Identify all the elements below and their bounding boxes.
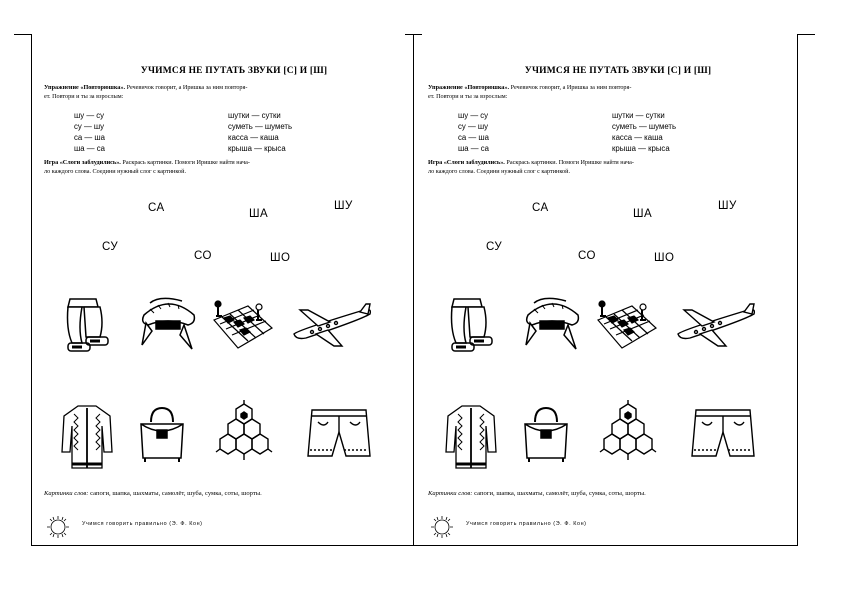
syllable-sho[interactable]: ШО: [654, 252, 675, 264]
shorts-icon[interactable]: [306, 404, 372, 464]
syllable-su[interactable]: СУ: [486, 241, 503, 253]
pair-item: крыша — крыса: [612, 144, 670, 153]
shorts-icon[interactable]: [690, 404, 756, 464]
game-label: Игра «Слоги заблудились».: [44, 159, 121, 166]
page-title: УЧИМСЯ НЕ ПУТАТЬ ЗВУКИ [С] И [Ш]: [140, 66, 328, 76]
syllable-so[interactable]: СО: [578, 250, 596, 262]
pair-item: шу — су: [458, 111, 489, 120]
honeycomb-icon[interactable]: [598, 398, 658, 466]
page-title: УЧИМСЯ НЕ ПУТАТЬ ЗВУКИ [С] И [Ш]: [524, 66, 712, 76]
honeycomb-icon[interactable]: [214, 398, 274, 466]
footer-text: Учимся говорить правильно (Э. Ф. Кон): [466, 521, 587, 527]
clue-text: сапоги, шапка, шахматы, самолёт, шуба, сумка, соты, шорты.: [88, 490, 262, 497]
syllable-so[interactable]: СО: [194, 250, 212, 262]
pair-item: суметь — шуметь: [228, 122, 293, 131]
syllable-sa[interactable]: СА: [532, 202, 549, 214]
syllable-sha[interactable]: ША: [249, 208, 269, 220]
airplane-icon[interactable]: [288, 302, 374, 350]
pair-item: суметь — шуметь: [612, 122, 677, 131]
pair-item: су — шу: [458, 122, 489, 131]
top-left-corner-mark: [14, 34, 32, 35]
clue-label: Картинки слов:: [44, 490, 89, 497]
word-pairs: [228, 110, 292, 154]
sun-logo-icon: [44, 514, 80, 545]
clue-label: Картинки слов:: [428, 490, 473, 497]
game-label: Игра «Слоги заблудились».: [428, 159, 505, 166]
handbag-icon[interactable]: [521, 404, 571, 466]
exercise-instruction: [44, 83, 404, 101]
bottom-frame-line: [31, 545, 798, 546]
exercise-instruction: [428, 83, 788, 101]
ushanka-hat-icon[interactable]: [136, 293, 202, 353]
sun-logo-icon: [428, 514, 464, 545]
picture-clue: [44, 490, 262, 497]
right-page: [428, 38, 808, 544]
chess-board-icon[interactable]: [594, 300, 658, 352]
top-right-corner-mark: [797, 34, 815, 35]
game-text-2: ло каждого слова. Соедини нужный слог с картинкой.: [44, 168, 186, 175]
pair-item: крыша — крыса: [228, 144, 286, 153]
syllable-sho[interactable]: ШО: [270, 252, 291, 264]
fur-coat-icon[interactable]: [444, 402, 498, 472]
exercise-text-2: ет. Повтори и ты за взрослым:: [428, 93, 508, 100]
game-text-1: Раскрась картинки. Помоги Иришке найти нача-: [120, 159, 250, 166]
boots-icon[interactable]: [446, 293, 494, 357]
boots-icon[interactable]: [62, 293, 110, 357]
handbag-icon[interactable]: [137, 404, 187, 466]
pair-item: ша — са: [74, 144, 105, 153]
exercise-text-1: Речевичок говорит, а Иришка за ним повторя-: [125, 84, 248, 91]
pair-item: су — шу: [74, 122, 105, 131]
pair-item: шутки — сутки: [612, 111, 665, 120]
fur-coat-icon[interactable]: [60, 402, 114, 472]
pair-item: са — ша: [458, 133, 489, 142]
game-text-2: ло каждого слова. Соедини нужный слог с картинкой.: [428, 168, 570, 175]
game-instruction: [428, 158, 788, 176]
pair-item: шу — су: [74, 111, 105, 120]
pair-item: ша — са: [458, 144, 489, 153]
syllable-sa[interactable]: СА: [148, 202, 165, 214]
ushanka-hat-icon[interactable]: [520, 293, 586, 353]
exercise-text-1: Речевичок говорит, а Иришка за ним повторя-: [509, 84, 632, 91]
pair-item: са — ша: [74, 133, 105, 142]
game-text-1: Раскрась картинки. Помоги Иришке найти нача-: [504, 159, 634, 166]
word-pairs: [612, 110, 676, 154]
exercise-label: Упражнение «Повторюшка».: [44, 84, 126, 91]
picture-clue: [428, 490, 646, 497]
syllable-su[interactable]: СУ: [102, 241, 119, 253]
syllable-sha[interactable]: ША: [633, 208, 653, 220]
pair-item: шутки — сутки: [228, 111, 281, 120]
left-frame-line: [31, 34, 32, 546]
exercise-label: Упражнение «Повторюшка».: [428, 84, 510, 91]
exercise-text-2: ет. Повтори и ты за взрослым:: [44, 93, 124, 100]
pair-item: касса — каша: [228, 133, 279, 142]
syllable-shu[interactable]: ШУ: [718, 200, 737, 212]
syllable-pairs: [458, 110, 489, 154]
airplane-icon[interactable]: [672, 302, 758, 350]
game-instruction: [44, 158, 404, 176]
syllable-pairs: [74, 110, 105, 154]
syllable-shu[interactable]: ШУ: [334, 200, 353, 212]
chess-board-icon[interactable]: [210, 300, 274, 352]
top-center-mark: [405, 34, 422, 35]
pair-item: касса — каша: [612, 133, 663, 142]
footer-text: Учимся говорить правильно (Э. Ф. Кон): [82, 521, 203, 527]
clue-text: сапоги, шапка, шахматы, самолёт, шуба, сумка, соты, шорты.: [472, 490, 646, 497]
left-page: [44, 38, 424, 544]
